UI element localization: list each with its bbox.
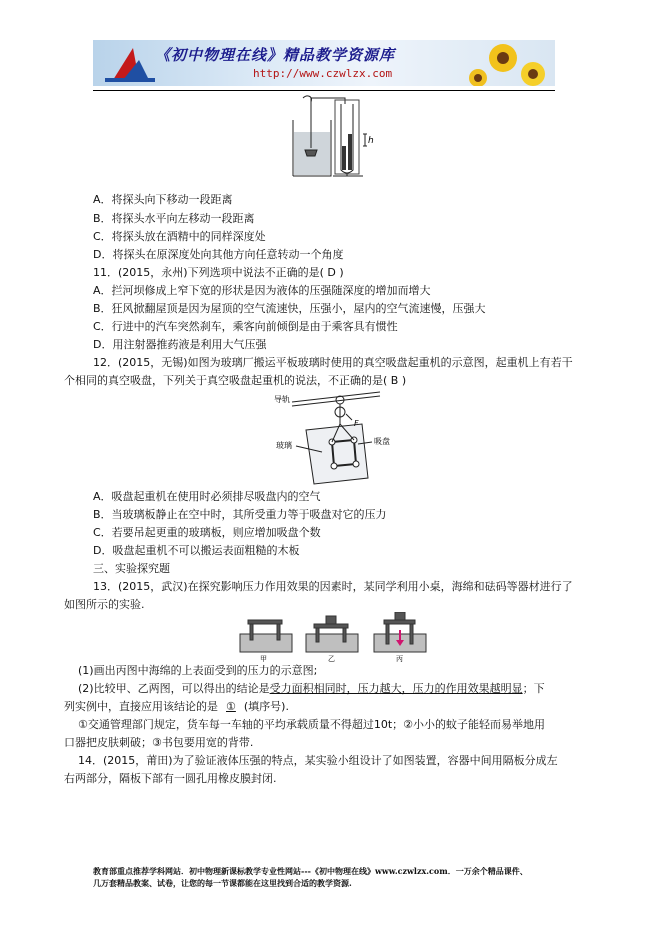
q13-part2-line2 [64,700,289,714]
fig-label-rail: 导轨 [274,395,290,404]
q10-option-d: D．将探头在原深度处向其他方向任意转动一个角度 [93,248,344,261]
q13-part1: (1)画出丙图中海绵的上表面受到的压力的示意图; [78,664,318,677]
sponge-experiment-figure [236,612,432,662]
q14-stem-line1: 14．(2015，莆田)为了验证液体压强的特点，某实验小组设计了如图装置，容器中间用隔板分成左 [78,754,558,767]
q12-stem-line2: 个相同的真空吸盘，下列关于真空吸盘起重机的说法，不正确的是( B ) [64,374,407,387]
q10-option-a: A．将探头向下移动一段距离 [93,193,233,206]
q11-stem: 11．(2015，永州)下列选项中说法不正确的是( D ) [93,266,344,279]
q12-stem-line1: 12．(2015，无锡)如图为玻璃厂搬运平板玻璃时使用的真空吸盘起重机的示意图，起重机上有若干 [93,356,573,369]
figure1-label-h: h [368,136,374,146]
logo-icon [105,48,155,82]
fig-label-bing: 丙 [396,655,403,662]
fig-label-jia: 甲 [260,655,267,662]
fig-label-glass: 玻璃 [276,441,292,450]
q10-option-c: C．将探头放在酒精中的同样深度处 [93,230,266,243]
q12-option-b: B．当玻璃板静止在空中时，其所受重力等于吸盘对它的压力 [93,508,387,521]
fig-label-force: F [354,419,359,428]
q13-stem-line1: 13．(2015，武汉)在探究影响压力作用效果的因素时，某同学利用小桌，海绵和砝码等器材进行了 [93,580,573,593]
q13-examples-line1: ①交通管理部门规定，货车每一车轴的平均承载质量不得超过10t；②小小的蚊子能轻而易举地用 [78,718,546,731]
footer-line1: 教育部重点推荐学科网站．初中物理新课标教学专业性网站---《初中物理在线》www.czwlzx.com．一万余个精品课件、 [93,866,528,876]
q13-part2-tail: ；下 [522,682,545,695]
q12-option-c: C．若要吊起更重的玻璃板，则应增加吸盘个数 [93,526,321,539]
q11-option-d: D．用注射器推药液是利用大气压强 [93,338,267,351]
header-banner [93,40,555,86]
banner-title: 《初中物理在线》精品教学资源库 [155,46,396,64]
q13-stem-line2: 如图所示的实验. [64,598,145,611]
q13-part2-line2-tail: (填序号). [243,700,289,713]
q13-examples-line2: 口器把皮肤刺破；③书包要用宽的背带. [64,736,254,749]
pressure-gauge-figure [285,90,385,182]
fig-label-cup: 吸盘 [374,437,390,446]
q13-part2-line2-answer: ① [226,700,236,713]
footer-line2: 几万套精品教案、试卷，让您的每一节课都能在这里找到合适的教学资源. [93,878,352,888]
section-heading: 三、实验探究题 [93,562,170,575]
q14-stem-line2: 右两部分，隔板下部有一圆孔用橡皮膜封闭. [64,772,277,785]
q11-option-b: B．狂风掀翻屋顶是因为屋顶的空气流速快，压强小，屋内的空气流速慢，压强大 [93,302,486,315]
vacuum-crane-figure [262,390,392,486]
q13-part2-lead: (2)比较甲、乙两图，可以得出的结论是 [78,682,270,695]
sunflower-icon [469,44,545,86]
q12-option-d: D．吸盘起重机不可以搬运表面粗糙的木板 [93,544,300,557]
q13-part2-answer: 受力面积相同时，压力越大，压力的作用效果越明显 [269,682,523,695]
q12-option-a: A．吸盘起重机在使用时必须排尽吸盘内的空气 [93,490,321,503]
q11-option-c: C．行进中的汽车突然刹车，乘客向前倾倒是由于乘客具有惯性 [93,320,398,333]
q13-part2-line1 [78,682,545,696]
q10-option-b: B．将探头水平向左移动一段距离 [93,212,255,225]
banner-url: http://www.czwlzx.com [253,67,393,80]
fig-label-yi: 乙 [328,655,335,662]
q13-part2-line2-lead: 列实例中，直接应用该结论的是 [64,700,218,713]
q11-option-a: A．拦河坝修成上窄下宽的形状是因为液体的压强随深度的增加而增大 [93,284,431,297]
